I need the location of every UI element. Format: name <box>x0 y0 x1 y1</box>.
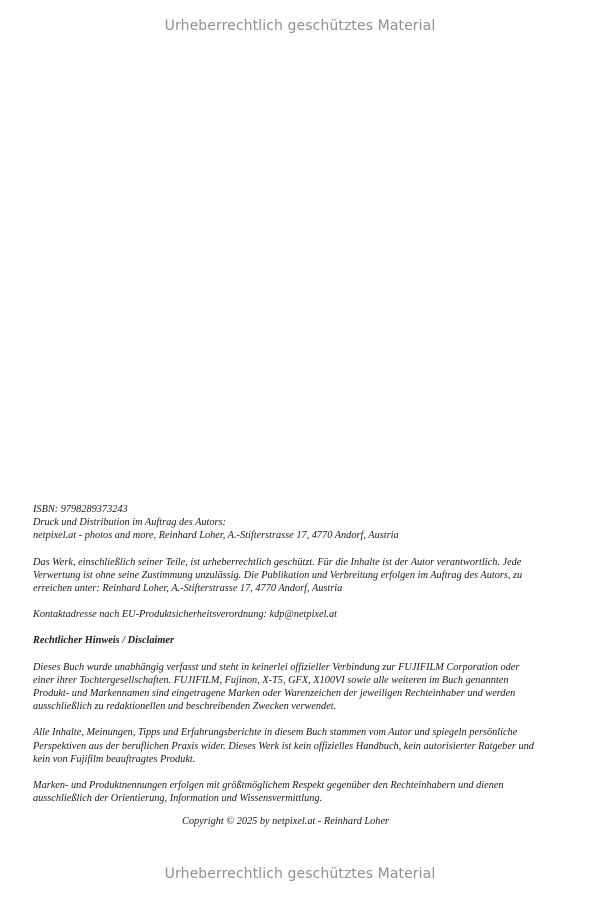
print-distribution-line: Druck und Distribution im Auftrag des Autors: <box>33 517 226 529</box>
publisher-address-line: netpixel.at - photos and more, Reinhard Loher, A.-Stifterstrasse 17, 4770 Andorf, Austria <box>33 530 399 542</box>
disclaimer-paragraph-1: Dieses Buch wurde unabhängig verfasst und steht in keinerlei offizieller Verbindung zur FUJIFILM Corporation oder einer ihrer Tochtergesellschaften. FUJIFILM, Fujinon, X-T5, GFX, X100VI sowie alle weiteren im Buch genannten Produkt- und Markennamen sind eingetragene Marken oder Warenzeichen der jeweiligen Rechteinhaber und werden ausschließlich zu redaktionellen und beschreibenden Zwecken verwendet. <box>33 661 520 713</box>
disclaimer-paragraph-3: Marken- und Produktnennungen erfolgen mit größtmöglichem Respekt gegenüber den Rechteinhabern und dienen ausschließlich der Orientierung, Information und Wissensvermittlung. <box>33 780 504 805</box>
watermark-top: Urheberrechtlich geschütztes Material <box>164 18 436 34</box>
isbn-line: ISBN: 9798289373243 <box>33 504 128 515</box>
watermark-bottom: Urheberrechtlich geschütztes Material <box>164 866 436 882</box>
imprint-block <box>33 503 538 829</box>
copyright-line <box>33 815 538 828</box>
disclaimer-paragraph-2: Alle Inhalte, Meinungen, Tipps und Erfahrungsberichte in diesem Buch stammen vom Autor und spiegeln persönliche Perspektiven aus der beruflichen Praxis wider. Dieses Werk ist kein offizielles Handbuch, kein autorisierter Ratgeber und kein von Fujifilm beauftragtes Produkt. <box>33 727 534 765</box>
disclaimer-heading: Rechtlicher Hinweis / Disclaimer <box>33 635 175 647</box>
copyright-text: Copyright © 2025 by netpixel.at - Reinhard Loher <box>181 816 390 828</box>
contact-line: Kontaktadresse nach EU-Produktsicherheitsverordnung: kdp@netpixel.at <box>33 609 338 621</box>
copyright-notice: Das Werk, einschließlich seiner Teile, ist urheberrechtlich geschützt. Für die Inhalte ist der Autor verantwortlich. Jede Verwertung ist ohne seine Zustimmung unzulässig. Die Publikation und Verbreitung erfolgen im Auftrag des Autors, zu erreichen unter: Reinhard Loher, A.-Stifterstrasse 17, 4770 Andorf, Austria <box>33 556 523 595</box>
